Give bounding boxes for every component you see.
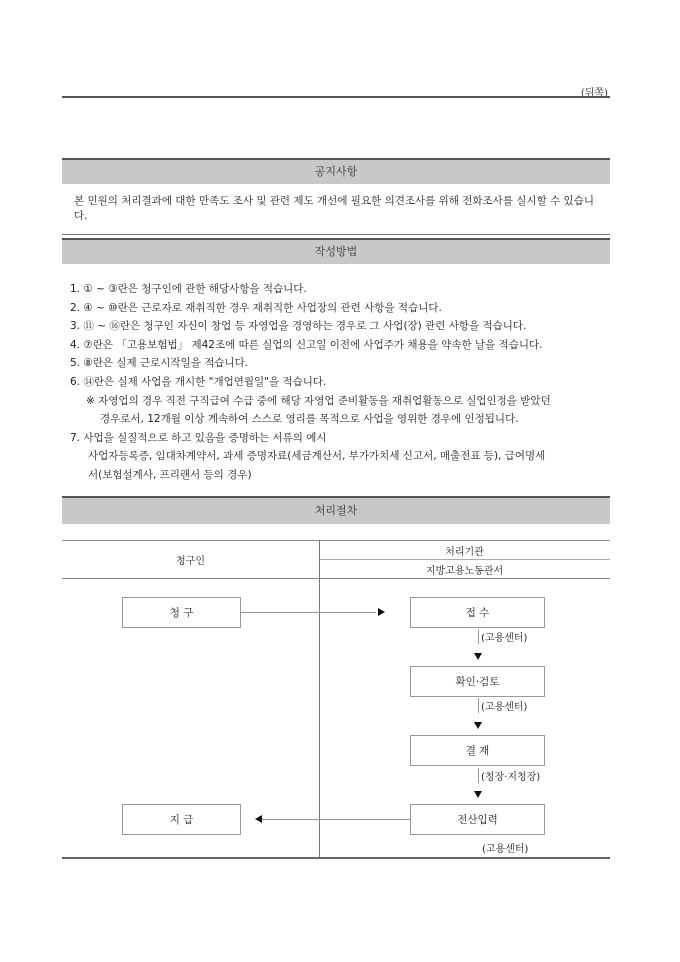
flow-header-rule: [62, 578, 610, 579]
method-item-2: 2. ④ ~ ⑩란은 근로자로 재취직한 경우 재취직한 사업장의 관련 사항을 적습니다.: [70, 301, 442, 314]
method-note-line-1: ※ 자영업의 경우 직전 구직급여 수급 중에 해당 자영업 준비활동을 재취업활동으로 실업인정을 받았던: [86, 394, 551, 407]
step-input-caption: (고용센터): [482, 844, 529, 855]
flow-bottom-rule: [62, 857, 610, 859]
input-to-payment-line: [262, 819, 410, 820]
claim-to-receive-line: [241, 612, 376, 613]
step-receive-box: 접 수: [410, 597, 545, 628]
method-list: [70, 280, 610, 485]
notice-header: 공지사항: [62, 158, 610, 184]
method-item-6: 6. ⑭란은 실제 사업을 개시한 "개업연월일"을 적습니다.: [70, 375, 327, 388]
page-side-label: (뒤쪽): [580, 88, 608, 99]
method-item-5: 5. ⑧란은 실제 근로시작일을 적습니다.: [70, 357, 249, 370]
procedure-header: 처리절차: [62, 496, 610, 524]
notice-text: 본 민원의 처리결과에 대한 만족도 조사 및 관련 제도 개선에 필요한 의견조사를 위해 전화조사를 실시할 수 있습니다.: [74, 195, 594, 222]
method-item-7: 7. 사업을 실질적으로 하고 있음을 증명하는 서류의 예시: [70, 431, 327, 444]
flow-column-divider: [319, 540, 320, 857]
step-review-caption: (고용센터): [478, 698, 527, 713]
step-input-box: 전산입력: [410, 804, 545, 835]
flow-top-rule: [62, 540, 610, 541]
method-note-line-2: 경우로서, 12개월 이상 계속하여 스스로 영리를 목적으로 사업을 영위한 경우에 인정됩니다.: [100, 413, 519, 426]
step-receive-caption: (고용센터): [478, 629, 527, 644]
col-agency-label: 처리기관: [445, 547, 484, 558]
notice-bottom-rule: [62, 234, 610, 235]
arrow-down-icon: [474, 722, 482, 729]
arrow-right-icon: [378, 608, 385, 616]
step-review-box: 확인·검토: [410, 666, 545, 697]
arrow-left-icon: [255, 815, 262, 823]
procedure-flowchart: [62, 540, 610, 858]
flow-agency-sub-rule: [319, 559, 610, 560]
step-payment-box: 지 급: [122, 804, 241, 835]
step-approve-box: 결 재: [410, 735, 545, 766]
method-item-7-line-1: 사업자등록증, 임대차계약서, 과세 증명자료(세금계산서, 부가가치세 신고서, 매출전표 등), 급여명세: [88, 450, 546, 463]
method-header: 작성방법: [62, 238, 610, 264]
method-item-4: 4. ⑦란은 「고용보험법」 제42조에 따른 실업의 신고일 이전에 사업주가 채용을 약속한 날을 적습니다.: [70, 338, 543, 351]
col-agency-sub-label: 지방고용노동관서: [425, 566, 504, 577]
arrow-down-icon: [474, 791, 482, 798]
step-claim-box: 청 구: [122, 597, 241, 628]
top-rule: [62, 96, 610, 98]
arrow-down-icon: [474, 653, 482, 660]
method-item-3: 3. ⑪ ~ ⑯란은 청구인 자신이 창업 등 자영업을 경영하는 경우로 그 사업(장) 관련 사항을 적습니다.: [70, 320, 527, 333]
col-claimant-label: 청구인: [176, 556, 205, 567]
method-item-7-line-2: 서(보험설계사, 프리랜서 등의 경우): [88, 468, 252, 481]
method-item-1: 1. ① ~ ③란은 청구인에 관한 해당사항을 적습니다.: [70, 283, 307, 295]
step-approve-caption: (청장·지청장): [478, 768, 540, 783]
